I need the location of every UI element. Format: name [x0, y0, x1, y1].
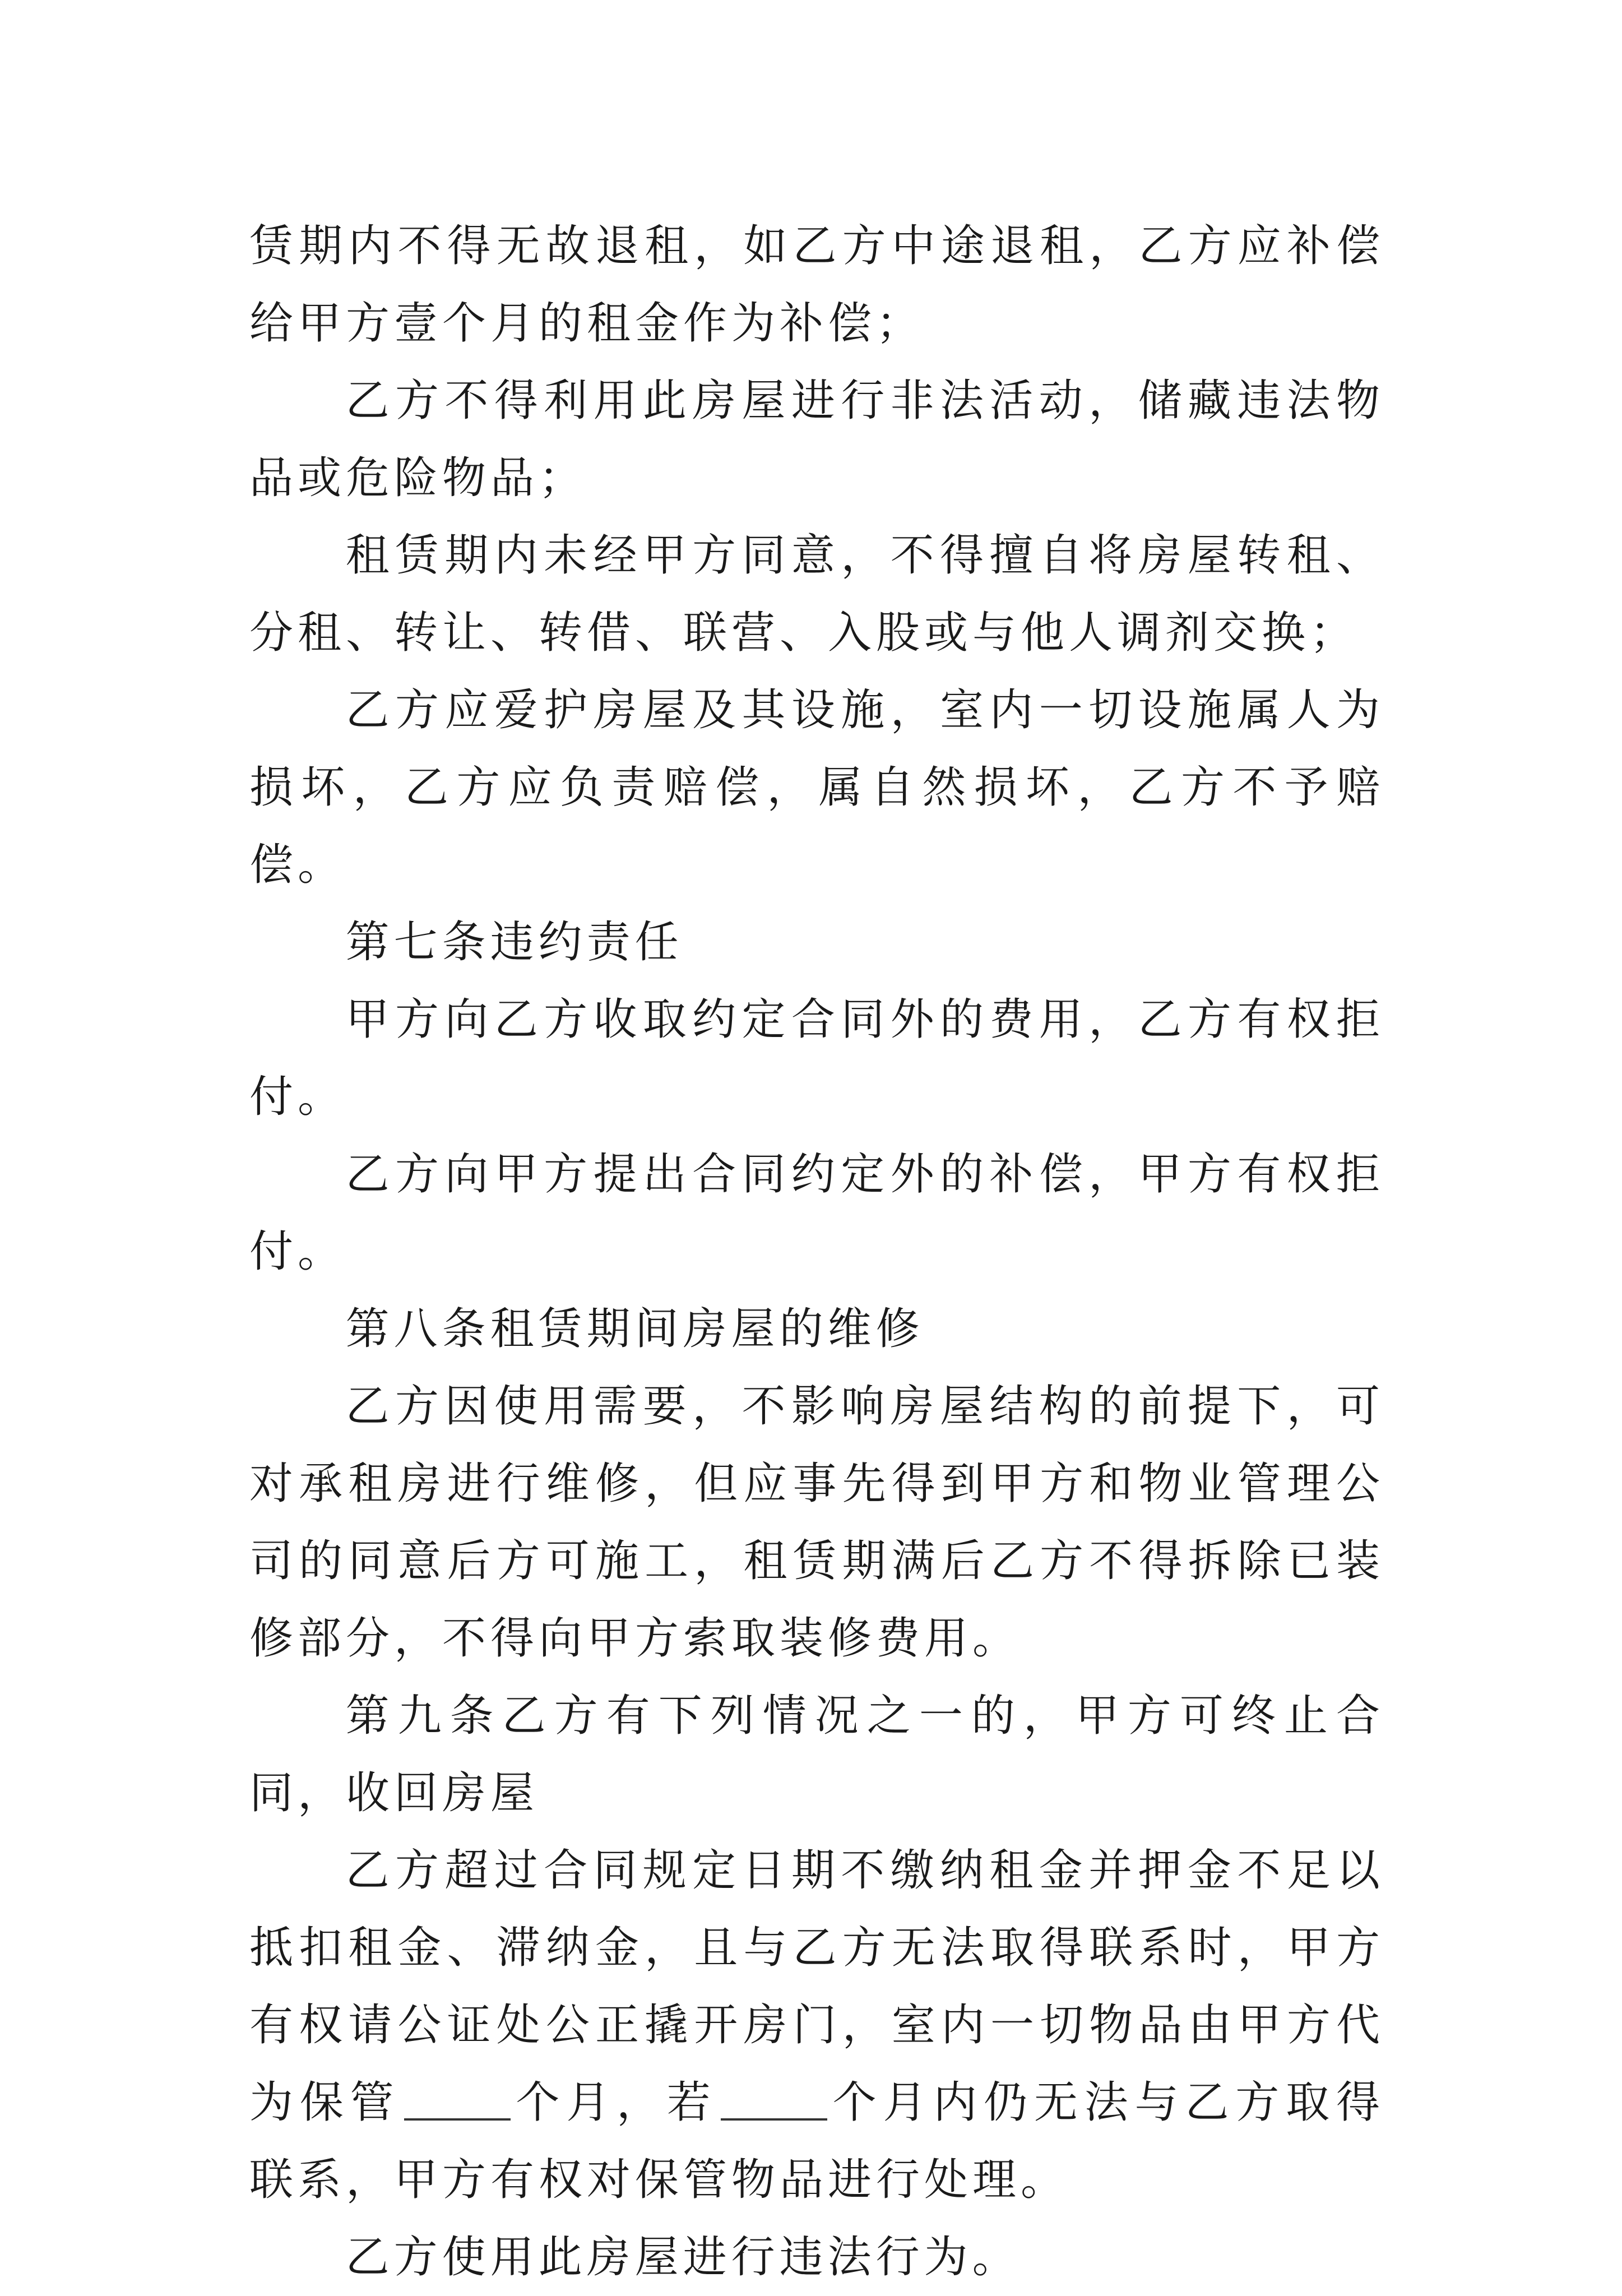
- paragraph-6: 乙方向甲方提出合同约定外的补偿，甲方有权拒付。: [249, 1149, 1384, 1277]
- heading-article-7: 第七条违约责任: [345, 917, 683, 968]
- paragraph-4: 乙方应爱护房屋及其设施，室内一切设施属人为损坏，乙方应负责赔偿，属自然损坏，乙方不予赔偿。: [249, 685, 1384, 890]
- heading-article-9: 第九条乙方有下列情况之一的，甲方可终止合同，收回房屋: [249, 1691, 1384, 1818]
- paragraph-8-part-2: 个月，若: [513, 2077, 717, 2128]
- heading-article-8: 第八条租赁期间房屋的维修: [345, 1304, 924, 1354]
- paragraph-3: 租赁期内未经甲方同意，不得擅自将房屋转租、分租、转让、转借、联营、入股或与他人调剂交换；: [249, 530, 1384, 658]
- paragraph-8-part-1: 乙方超过合同规定日期不缴纳租金并押金不足以抵扣租金、滞纳金，且与乙方无法取得联系时，甲方有权请公证处公正撬开房门，室内一切物品由甲方代为保管: [249, 1845, 1384, 2128]
- paragraph-9: 乙方使用此房屋进行违法行为。: [345, 2232, 1021, 2283]
- paragraph-8-part-3: 个月内仍无法与乙方取得联系，甲方有权对保管物品进行处理。: [249, 2077, 1384, 2205]
- paragraph-1: 赁期内不得无故退租，如乙方中途退租，乙方应补偿给甲方壹个月的租金作为补偿；: [249, 221, 1384, 349]
- paragraph-8: [249, 1832, 1384, 2219]
- paragraph-2: 乙方不得利用此房屋进行非法活动，储藏违法物品或危险物品；: [249, 376, 1384, 503]
- document-body: [249, 207, 1384, 2296]
- fill-in-blank: [721, 2075, 827, 2121]
- fill-in-blank: [404, 2075, 511, 2121]
- paragraph-7: 乙方因使用需要，不影响房屋结构的前提下，可对承租房进行维修，但应事先得到甲方和物业管理公司的同意后方可施工，租赁期满后乙方不得拆除已装修部分，不得向甲方索取装修费用。: [249, 1381, 1384, 1664]
- paragraph-5: 甲方向乙方收取约定合同外的费用，乙方有权拒付。: [249, 994, 1384, 1122]
